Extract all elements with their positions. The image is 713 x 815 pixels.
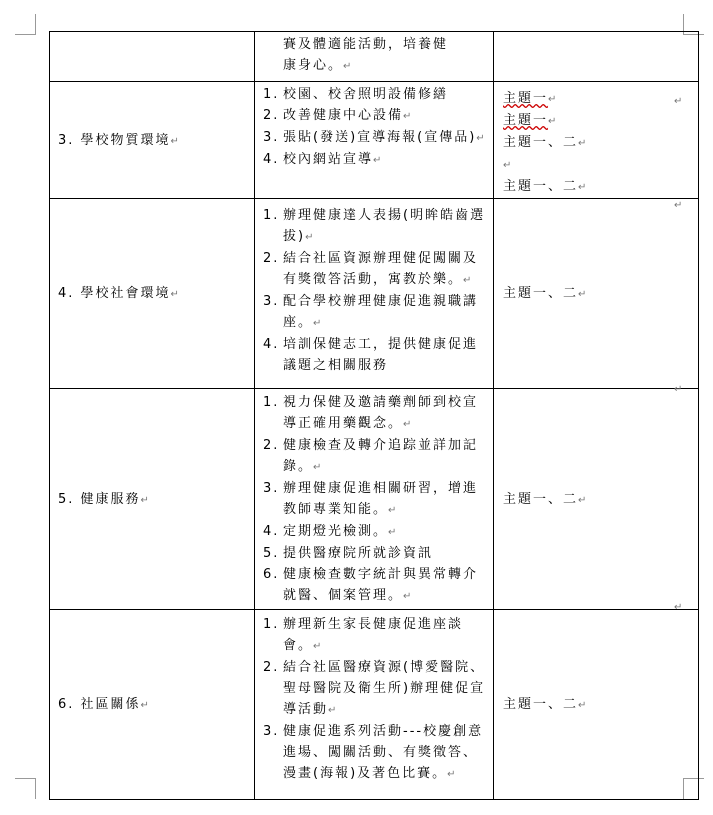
list-item: 4. 定期燈光檢測。↵: [263, 524, 399, 539]
strategy-cell: [255, 610, 494, 800]
strategy-cell: 賽及體適能活動，培養健 康身心。↵: [255, 32, 494, 82]
list-item: 2. 結合社區資源辦理健促闖關及有獎徵答活動，寓教於樂。↵: [263, 251, 479, 287]
list-item: 1. 辦理健康達人表揚(明眸皓齒選拔)↵: [263, 208, 486, 244]
table-row: [50, 82, 699, 199]
list-item: 1. 校園、校舍照明設備修繕: [263, 87, 449, 102]
strategy-cell: [255, 199, 494, 389]
topic-cell: 主題一、二↵: [494, 199, 699, 389]
topic-cell: [494, 32, 699, 82]
topic-cell: 主題一、二↵: [494, 610, 699, 800]
list-item: 1. 辦理新生家長健康促進座談會。↵: [263, 617, 464, 653]
row-end-mark: ↵: [674, 602, 683, 613]
list-item: 3. 張貼(發送)宣導海報(宣傳品)↵: [263, 130, 487, 145]
list-item: 1. 視力保健及邀請藥劑師到校宣導正確用藥觀念。↵: [263, 395, 479, 431]
row-end-mark: ↵: [674, 96, 683, 107]
crop-mark-bottom-left: [15, 778, 36, 799]
row-end-mark: ↵: [674, 200, 683, 211]
category-cell: 3. 學校物質環境↵: [50, 82, 255, 199]
category-cell: 4. 學校社會環境↵: [50, 199, 255, 389]
list-item: 3. 配合學校辦理健康促進親職講座。↵: [263, 294, 479, 330]
table-row: [50, 389, 699, 610]
strategy-cell: [255, 82, 494, 199]
row-end-mark: ↵: [674, 384, 683, 395]
list-item: 2. 結合社區醫療資源(博愛醫院、聖母醫院及衛生所)辦理健促宣導活動↵: [263, 660, 486, 717]
category-cell: 5. 健康服務↵: [50, 389, 255, 610]
strategy-cell: [255, 389, 494, 610]
list-item: 4. 校內網站宣導↵: [263, 152, 384, 167]
list-item: 3. 健康促進系列活動---校慶創意進場、闖關活動、有獎徵答、漫畫(海報)及著色比賽。↵: [263, 724, 484, 781]
topic-cell: 主題一↵ 主題一↵ 主題一、二↵ ↵ 主題一、二↵: [494, 82, 699, 199]
list-item: 6. 健康檢查數字統計與異常轉介就醫、個案管理。↵: [263, 567, 479, 603]
list-item: 4. 培訓保健志工，提供健康促進議題之相關服務: [263, 337, 479, 373]
category-cell: 6. 社區關係↵: [50, 610, 255, 800]
health-plan-table: [49, 31, 699, 800]
topic-cell: 主題一、二↵: [494, 389, 699, 610]
table-row: [50, 610, 699, 800]
list-item: 5. 提供醫療院所就診資訊: [263, 546, 434, 561]
list-item: 3. 辦理健康促進相關研習，增進教師專業知能。↵: [263, 481, 479, 517]
table-row: [50, 32, 699, 82]
crop-mark-top-left: [15, 14, 36, 35]
list-item: 2. 改善健康中心設備↵: [263, 108, 414, 123]
list-item: 2. 健康檢查及轉介追踪並詳加記錄。↵: [263, 438, 479, 474]
table-row: [50, 199, 699, 389]
category-cell: [50, 32, 255, 82]
